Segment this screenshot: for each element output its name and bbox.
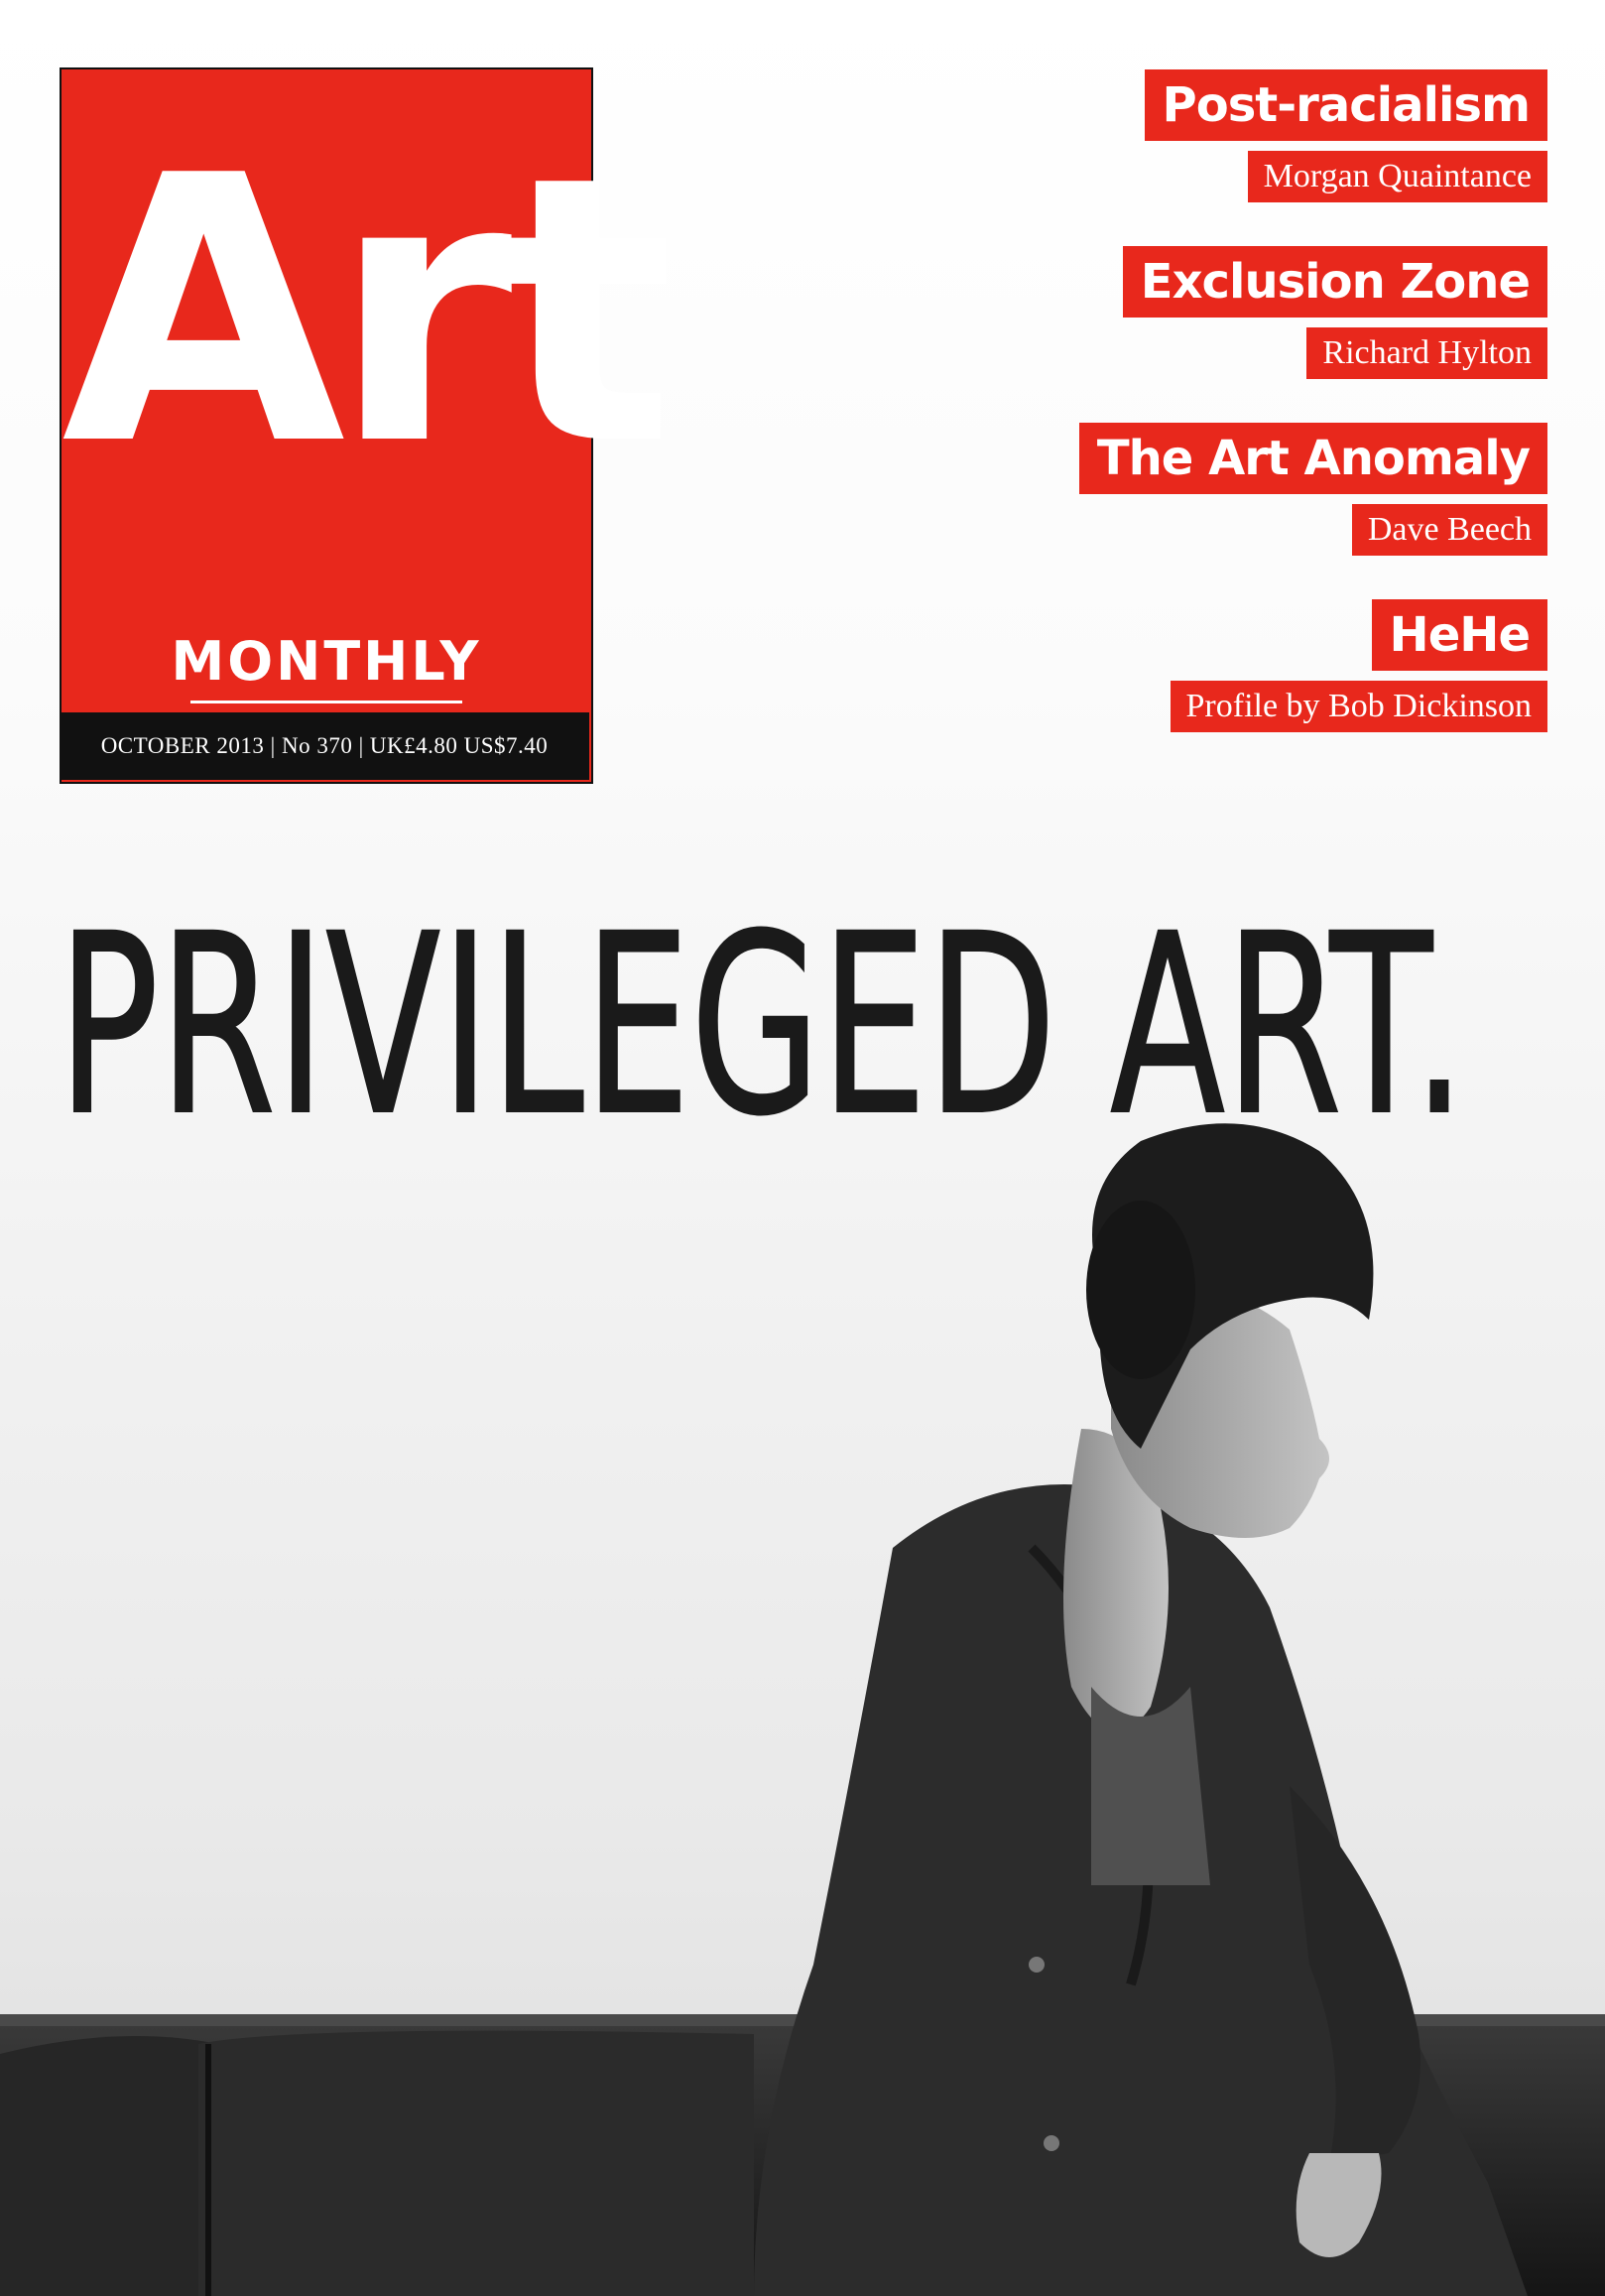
cover-line-headline: The Art Anomaly [1079,423,1547,494]
issue-info: OCTOBER 2013 | No 370 | UK£4.80 US$7.40 [60,712,589,780]
seated-woman [754,1123,1528,2296]
cover-line-headline: HeHe [1372,599,1547,671]
cover-line-byline: Morgan Quaintance [1248,151,1547,202]
masthead-subtitle: MONTHLY [171,630,482,693]
cover-line-byline: Profile by Bob Dickinson [1171,681,1547,732]
wall-text-label: PRIVILEGED ART. [58,893,1466,1151]
cover-line-headline: Post-racialism [1145,69,1547,141]
cover-line-headline: Exclusion Zone [1123,246,1547,318]
cover-line [992,599,1547,732]
cover-lines [992,69,1547,776]
cover-line [992,69,1547,202]
cover-line [992,423,1547,556]
masthead-title: Art [62,99,661,526]
masthead-rule [190,701,462,703]
masthead [60,67,661,784]
cover-line [992,246,1547,379]
cover-line-byline: Dave Beech [1352,504,1547,556]
wall-text [58,893,1466,1151]
cover-line-byline: Richard Hylton [1306,327,1547,379]
